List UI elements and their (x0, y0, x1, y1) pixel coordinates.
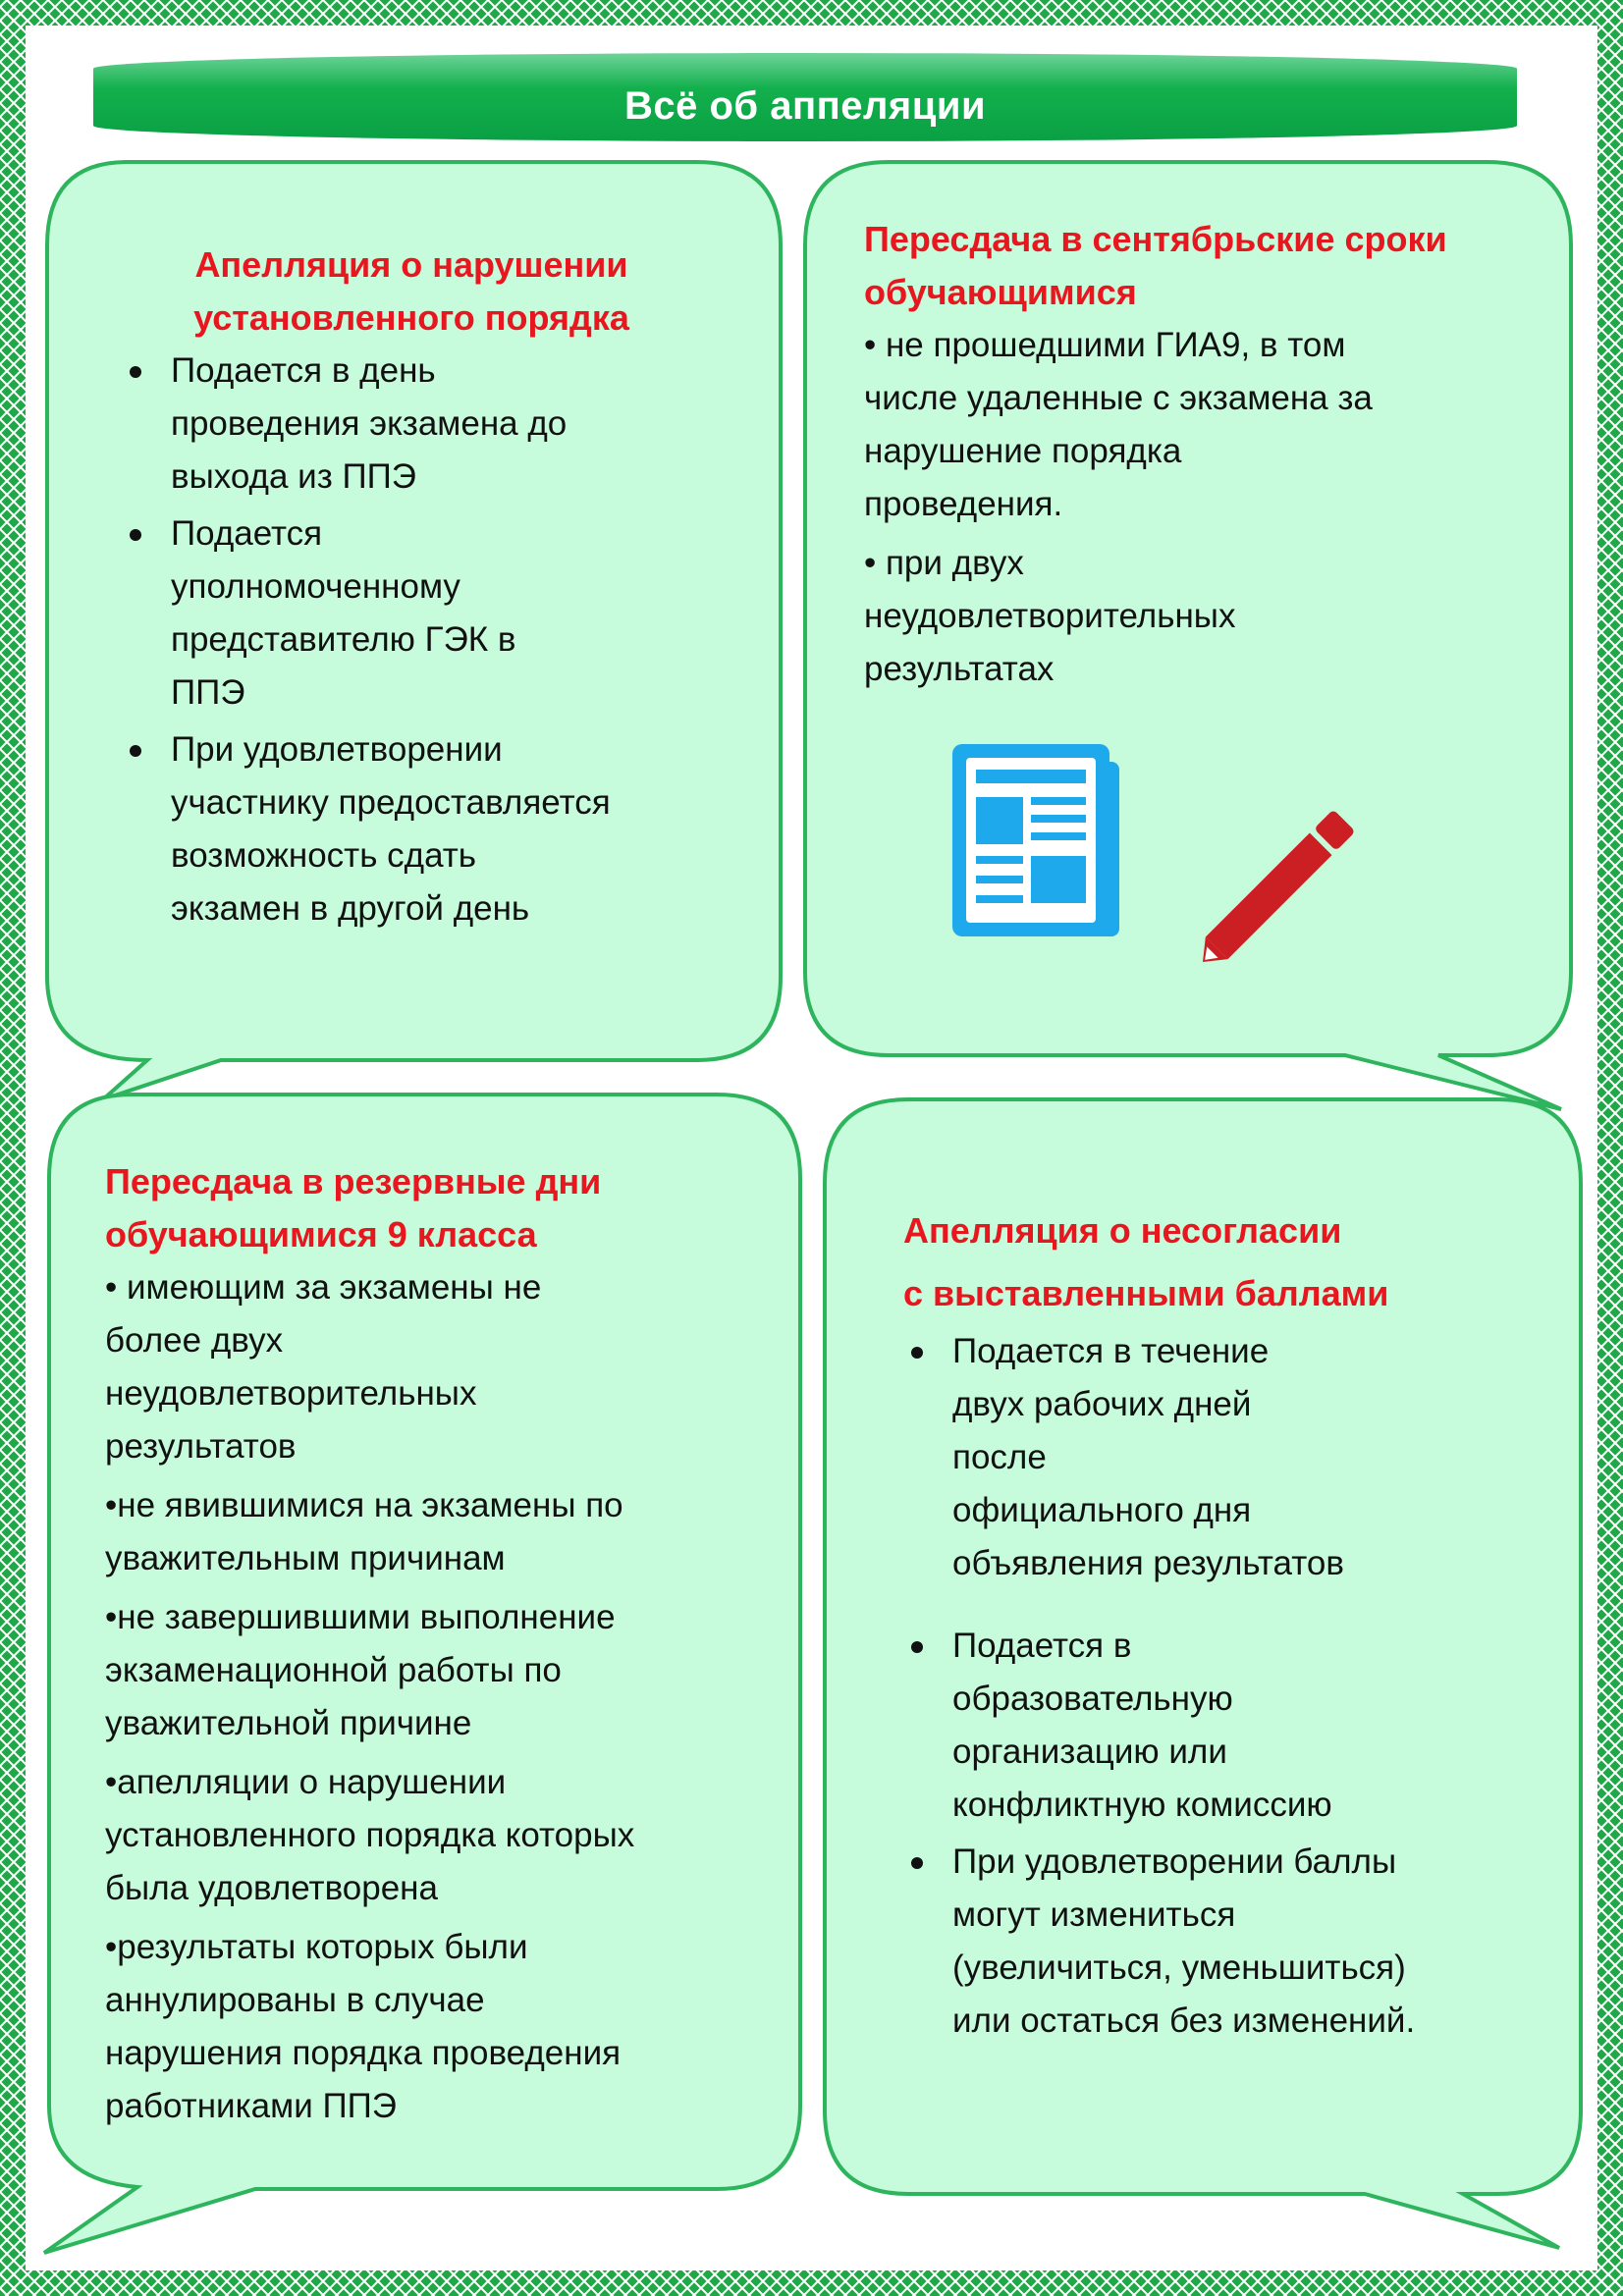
paragraph-list (864, 319, 1551, 696)
banner-ribbon (93, 53, 1517, 141)
list-item: Подается в образовательную организацию или конфликтную комиссию (905, 1620, 1571, 1832)
list-item: •результаты которых были аннулированы в случае нарушения порядка проведения работниками ППЭ (105, 1928, 622, 2125)
list-item: • не прошедшими ГИА9, в том числе удаленные с экзамена за нарушение порядка проведения. (864, 326, 1373, 523)
list-item: Подается в течение двух рабочих дней после официального дня объявления результатов (905, 1325, 1571, 1590)
list-item: Подается уполномоченному представителю ГЭК в ППЭ (124, 507, 744, 720)
list-item: • имеющим за экзамены не более двух неудовлетворительных результатов (105, 1268, 542, 1466)
pencil-icon (1192, 809, 1356, 972)
list-item: •не явившимися на экзамены по уважительным причинам (105, 1486, 623, 1577)
paragraph-list (105, 1261, 783, 2133)
list-item: При удовлетворении участнику предоставляется возможность сдать экзамен в другой день (124, 723, 744, 935)
card-reserve-days (105, 1155, 783, 2133)
list-item: •не завершившими выполнение экзаменационной работы по уважительной причине (105, 1598, 616, 1742)
illustration (943, 736, 1394, 972)
list-item: Подается в день проведения экзамена до выхода из ППЭ (124, 345, 744, 504)
card-title: Апелляция о нарушении установленного порядка (193, 244, 629, 338)
card-title: Пересдача в сентябрьские сроки обучающимися (864, 219, 1447, 312)
card-september-retake (864, 213, 1551, 696)
card-title: Апелляция о несогласии с выставленными баллами (903, 1210, 1389, 1313)
list-item: При удовлетворении баллы могут измениться (увеличиться, уменьшиться) или остаться без изменений. (905, 1836, 1571, 2048)
bullet-list (124, 345, 744, 935)
title-banner (93, 39, 1517, 157)
card-title: Пересдача в резервные дни обучающимися 9 класса (105, 1161, 602, 1255)
bullet-list (905, 1325, 1571, 2048)
page-title: Всё об аппеляции (623, 83, 987, 128)
card-score-disagreement (903, 1200, 1571, 2048)
list-item: • при двух неудовлетворительных результатах (864, 544, 1236, 688)
list-item: •апелляции о нарушении установленного порядка которых была удовлетворена (105, 1763, 635, 1907)
newspaper-icon (952, 744, 1119, 936)
card-appeal-procedure (116, 239, 744, 935)
